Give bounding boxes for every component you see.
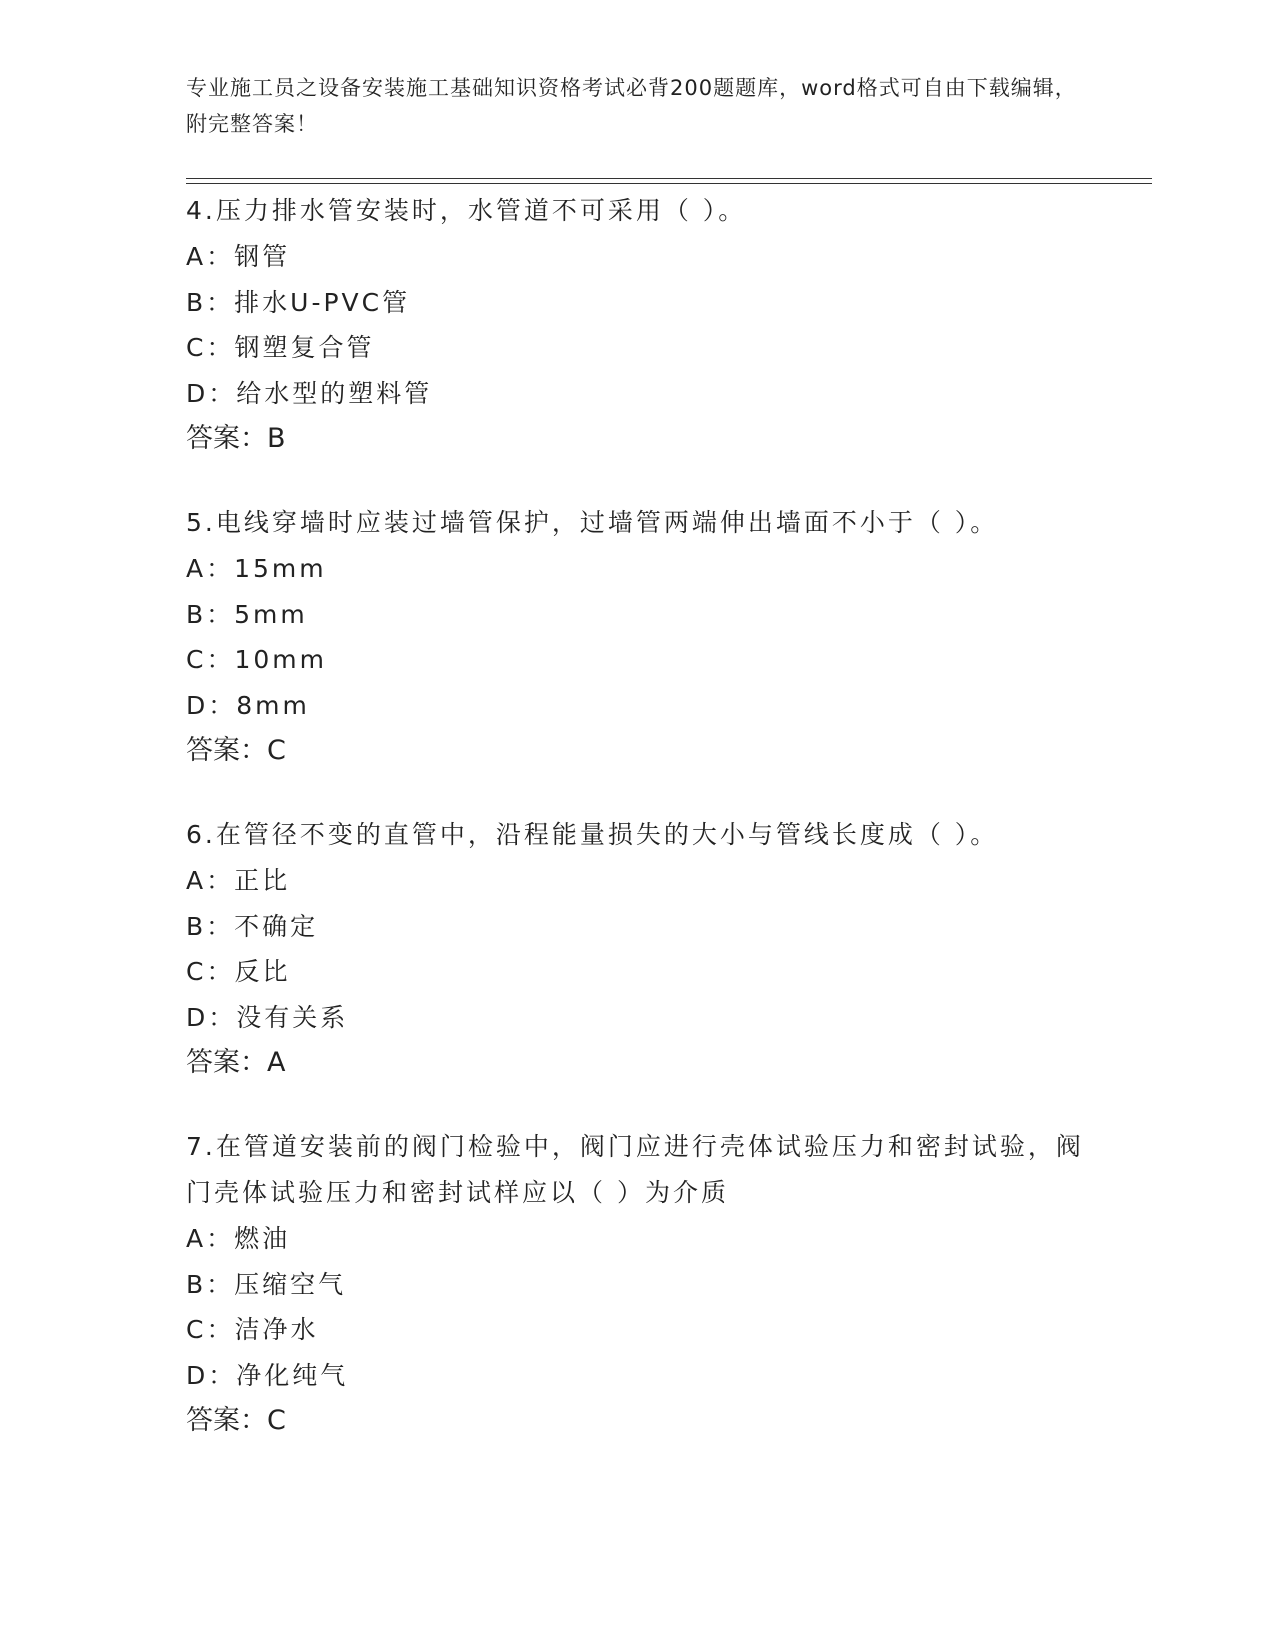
option-a: A：燃油 — [186, 1224, 291, 1253]
option-a: A：钢管 — [186, 242, 291, 271]
question-item — [186, 500, 1086, 774]
option-d: D：给水型的塑料管 — [186, 378, 433, 408]
question-text: 4.压力排水管安装时，水管道不可采用（ ）。 — [186, 196, 747, 225]
answer-line: 答案：A — [186, 1047, 286, 1078]
option-b: B：排水U-PVC管 — [186, 287, 411, 317]
option-c: C：洁净水 — [186, 1315, 319, 1344]
option-a: A：正比 — [186, 866, 291, 895]
option-b: B：不确定 — [186, 911, 319, 941]
answer-line: 答案：C — [186, 735, 286, 766]
document-header: 专业施工员之设备安装施工基础知识资格考试必背200题题库，word格式可自由下载编辑，附完整答案！ — [186, 76, 1077, 136]
option-b: B：5mm — [186, 599, 308, 629]
question-text: 6.在管径不变的直管中，沿程能量损失的大小与管线长度成（ ）。 — [186, 820, 999, 849]
option-d: D：没有关系 — [186, 1002, 349, 1032]
option-a: A：15mm — [186, 554, 327, 583]
header-divider-bottom — [186, 183, 1152, 184]
question-list — [186, 188, 1086, 1482]
answer-line: 答案：C — [186, 1405, 286, 1436]
header-divider-top — [186, 178, 1152, 179]
option-c: C：10mm — [186, 645, 327, 674]
option-c: C：反比 — [186, 957, 291, 986]
question-text: 5.电线穿墙时应装过墙管保护，过墙管两端伸出墙面不小于（ ）。 — [186, 508, 999, 537]
question-item — [186, 188, 1086, 462]
question-text: 7.在管道安装前的阀门检验中，阀门应进行壳体试验压力和密封试验，阀门壳体试验压力和密封试样应以（ ）为介质 — [186, 1132, 1084, 1207]
question-item — [186, 1124, 1086, 1444]
option-b: B：压缩空气 — [186, 1269, 347, 1299]
question-item — [186, 812, 1086, 1086]
option-c: C：钢塑复合管 — [186, 333, 375, 362]
option-d: D：8mm — [186, 690, 310, 720]
answer-line: 答案：B — [186, 423, 286, 454]
option-d: D：净化纯气 — [186, 1360, 349, 1390]
